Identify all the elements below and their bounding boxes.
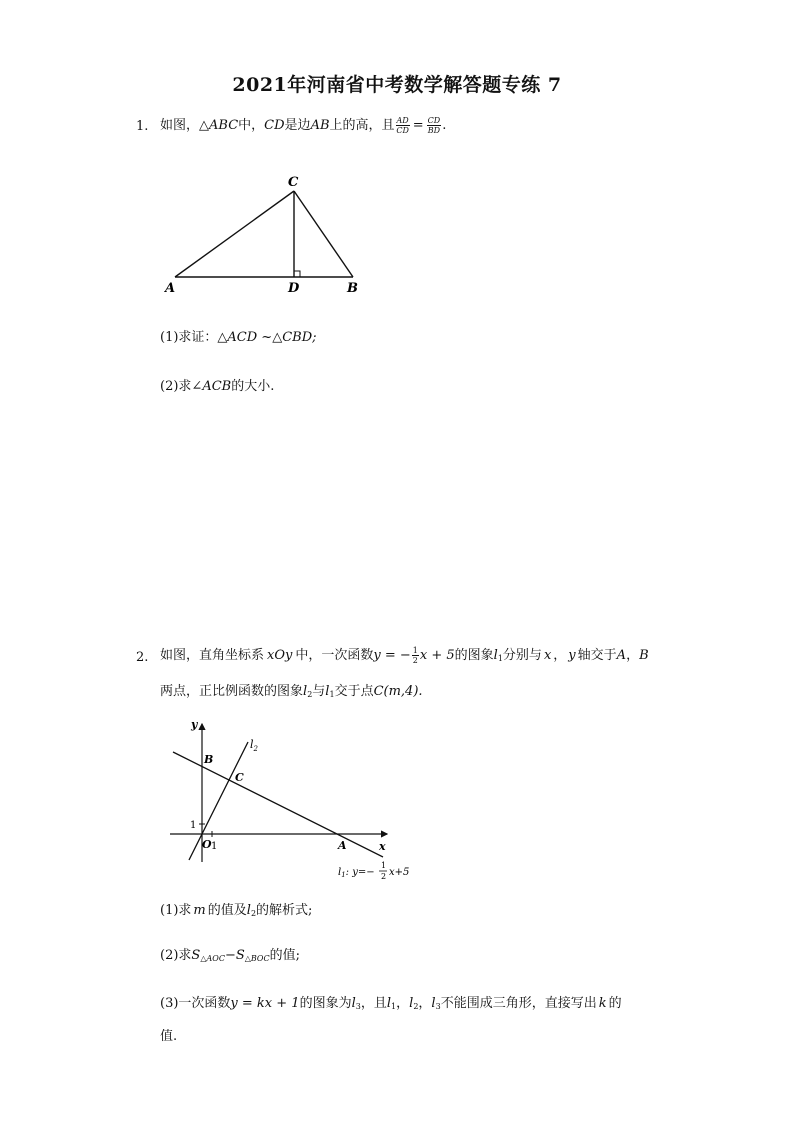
x-tick-one: 1 <box>211 841 218 852</box>
x-axis-label: x <box>379 840 386 853</box>
line-l2-label: $l_2$ <box>250 738 258 753</box>
point-b-label: B <box>204 753 214 766</box>
y-axis-label: y <box>191 718 198 731</box>
l1-fraction-bottom: 2 <box>381 872 387 881</box>
question-1-part-1: (1)求证：△ACD ~△CBD; <box>160 330 317 345</box>
vertex-b-label: B <box>347 281 358 296</box>
question-2-number: 2. <box>136 650 149 665</box>
point-a-label: A <box>338 839 347 852</box>
point-d-label: D <box>288 281 300 296</box>
fraction-one-half: $\frac{1}{2}$ <box>412 646 418 665</box>
question-2-text-line-2: 两点，正比例函数的图象$l_2$与$l_1$交于点C(m,4). <box>160 684 423 699</box>
y-tick-one: 1 <box>190 820 197 831</box>
fraction-cd-bd: $\frac{CD}{BD}$ <box>427 116 441 135</box>
question-2-part-3: (3)一次函数y = kx + 1的图象为$l_3$，且$l_1$，$l_2$，$l_3$不能围成三角形，直接写出 k 的 <box>160 996 622 1011</box>
l1-fraction-top: 1 <box>381 861 387 870</box>
triangle-figure <box>160 170 370 300</box>
page-title: 2021年河南省中考数学解答题专练 7 <box>232 74 562 96</box>
question-1-text: 如图，△ABC中，CD是边AB上的高，且 $\frac{AD}{CD}$ = $\frac{CD}{BD}$ . <box>160 116 447 135</box>
question-2-text-line-1: 如图，直角坐标系 xOy 中，一次函数y = − $\frac{1}{2}$ x + 5的图象$l_1$分别与 x ， y 轴交于A，B <box>160 646 649 665</box>
question-2-part-2: (2)求$S_{\triangle AOC}-S_{\triangle BOC}$的值; <box>160 948 300 963</box>
question-1-part-2: (2)求∠ACB的大小. <box>160 379 275 394</box>
line-l1-equation-label: $l_1$: y=− <box>338 867 375 879</box>
fraction-ad-cd: $\frac{AD}{CD}$ <box>396 116 409 135</box>
origin-label: O <box>202 838 212 851</box>
coordinate-figure <box>165 712 415 882</box>
question-2-part-1: (1)求 m 的值及$l_2$的解析式; <box>160 903 313 918</box>
vertex-c-label: C <box>288 175 299 190</box>
question-2-part-3-continued: 值. <box>160 1029 178 1044</box>
question-1-number: 1. <box>136 119 149 134</box>
vertex-a-label: A <box>165 281 176 296</box>
l1-equation-tail: x+5 <box>389 867 410 878</box>
point-c-label: C <box>235 771 244 784</box>
